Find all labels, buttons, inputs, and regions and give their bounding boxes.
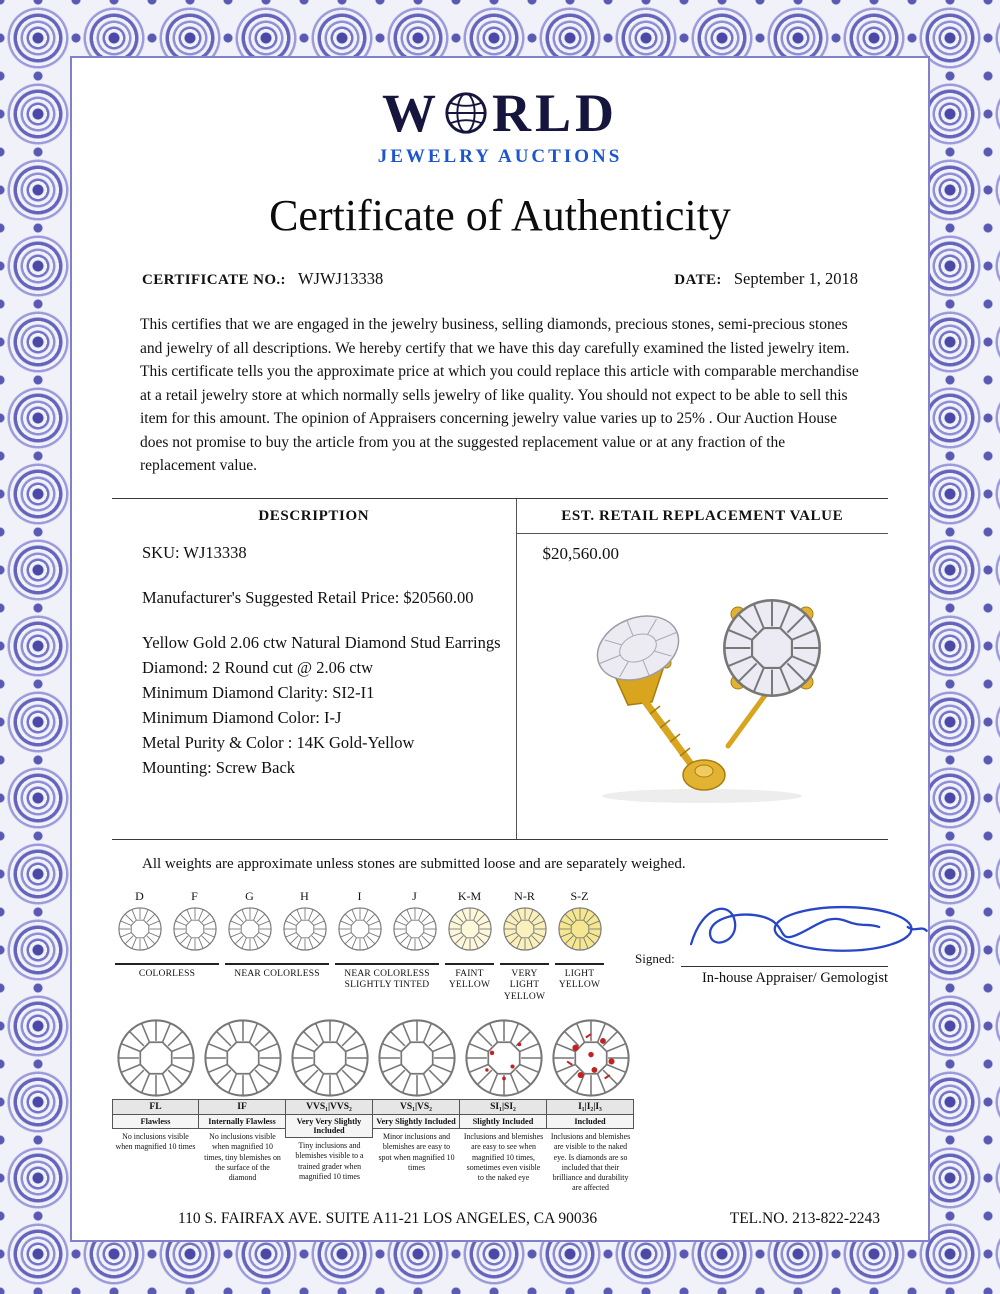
color-grade-label: G: [245, 888, 254, 903]
certificate-date: [674, 269, 858, 289]
signature-scribble: [679, 889, 935, 965]
color-group: LIGHT YELLOW: [552, 963, 607, 1003]
diamond-icon: [202, 1017, 284, 1099]
left-earring: [588, 604, 725, 790]
certificate-number-label: CERTIFICATE NO.:: [142, 272, 286, 288]
page-title: Certificate of Authenticity: [269, 191, 731, 240]
clarity-grade: IF: [198, 1099, 286, 1115]
clarity-column: [547, 1017, 634, 1194]
description-line: Metal Purity & Color : 14K Gold-Yellow: [142, 733, 415, 753]
retail-value: $20,560.00: [542, 543, 620, 563]
color-grade-letters: [112, 889, 607, 904]
footer-address: 110 S. FAIRFAX AVE. SUITE A11-21 LOS ANGELES, CA 90036: [178, 1210, 598, 1227]
value-header: EST. RETAIL REPLACEMENT VALUE: [517, 499, 888, 534]
diamond-icon: [289, 1017, 371, 1099]
description-body: [112, 533, 516, 792]
clarity-name: Slightly Included: [459, 1115, 547, 1129]
description-line: Yellow Gold 2.06 ctw Natural Diamond Stud Earrings: [142, 633, 501, 653]
certificate-number: [142, 269, 383, 289]
diamond-clarity-chart: [112, 1017, 636, 1194]
clarity-desc: Inclusions and blemishes are easy to see when magnified 10 times, sometimes even visible to the naked eye: [463, 1132, 544, 1183]
logo-word-end: RLD: [491, 83, 618, 143]
clarity-grade: FL: [112, 1099, 199, 1115]
diamond-icon: [172, 906, 218, 952]
diamond-icon: [282, 906, 328, 952]
color-grade-label: N-R: [514, 888, 535, 903]
diamond-icon: [463, 1017, 545, 1099]
description-line: Minimum Diamond Color: I-J: [142, 708, 342, 728]
certificate-number-value: WJWJ13338: [297, 269, 384, 288]
certification-paragraph: This certifies that we are engaged in the jewelry business, selling diamonds, precious stones, semi-precious stones and jewelry of all descriptions. We hereby certify that we have this day carefully examined the listed jewelry item. This certificate tells you the approximate price at which you could replace this article with comparable merchandise at a retail jewelry store at which normally sells jewelry of like quality. You should not expect to be able to sell this item for this amount. The opinion of Appraisers concerning jewelry value varies up to 25% . Our Auction House does not promise to buy the article from you at the suggested replacement value or at any fraction of the replacement value.: [140, 316, 859, 475]
logo-subtitle: JEWELRY AUCTIONS: [377, 146, 623, 167]
signed-label: Signed:: [635, 950, 675, 966]
logo-word-start: W: [381, 83, 440, 143]
sku-line: SKU: WJ13338: [142, 542, 247, 562]
description-line: Mounting: Screw Back: [142, 758, 296, 778]
color-group: VERY LIGHT YELLOW: [497, 963, 552, 1003]
charts-row: [112, 889, 888, 1003]
color-grade-diamonds: [112, 904, 607, 957]
clarity-column: [373, 1017, 460, 1194]
globe-icon: [443, 90, 489, 136]
diamond-icon: [117, 906, 163, 952]
clarity-name: Very Slightly Included: [372, 1115, 460, 1129]
clarity-grade: VS₁|VS₂: [372, 1099, 460, 1115]
description-header: DESCRIPTION: [258, 507, 370, 524]
color-grade-label: F: [191, 888, 198, 903]
msrp-line: Manufacturer's Suggested Retail Price: $20560.00: [142, 587, 474, 607]
clarity-name: Very Very Slightly Included: [285, 1115, 373, 1138]
description-column: [112, 499, 516, 839]
earrings-illustration: [552, 578, 852, 806]
certificate-meta-row: [142, 269, 858, 289]
diamond-icon: [557, 906, 603, 952]
date-label: DATE:: [674, 272, 722, 288]
diamond-icon: [502, 906, 548, 952]
value-column: [516, 499, 888, 839]
date-value: September 1, 2018: [733, 269, 858, 288]
diamond-color-chart: [112, 889, 607, 1003]
color-grade-label: K-M: [457, 888, 482, 903]
diamond-icon: [227, 906, 273, 952]
certificate: [70, 56, 930, 1242]
description-line: Diamond: 2 Round cut @ 2.06 ctw: [142, 658, 374, 678]
clarity-column: [199, 1017, 286, 1194]
color-group: NEAR COLORLESS: [222, 963, 332, 1003]
color-grade-label: H: [300, 888, 309, 903]
color-grade-label: D: [135, 888, 144, 903]
footer-telephone: TEL.NO. 213-822-2243: [729, 1210, 880, 1227]
clarity-desc: No inclusions visible when magnified 10 times: [115, 1132, 196, 1152]
color-grade-label: I: [357, 888, 362, 903]
earrings-image: [517, 578, 888, 811]
clarity-desc: Tiny inclusions and blemishes visible to a trained grader when magnified 10 times: [295, 1141, 364, 1181]
diamond-icon: [337, 906, 383, 952]
clarity-column: [112, 1017, 199, 1194]
clarity-name: Flawless: [112, 1115, 199, 1129]
color-group: FAINT YELLOW: [442, 963, 497, 1003]
signer-title: In-house Appraiser/ Gemologist: [701, 969, 888, 986]
logo: [112, 82, 888, 168]
clarity-desc: Inclusions and blemishes are visible to the naked eye. Is diamonds are so included that their brilliance and durability are affected: [550, 1132, 631, 1193]
clarity-column: [286, 1017, 373, 1194]
color-group-labels: [112, 963, 607, 1003]
diamond-icon: [376, 1017, 458, 1099]
right-earring: [725, 600, 820, 746]
clarity-desc: Minor inclusions and blemishes are easy to spot when magnified 10 times: [378, 1132, 455, 1172]
description-line: Minimum Diamond Clarity: SI2-I1: [142, 683, 375, 703]
color-group: NEAR COLORLESS SLIGHTLY TINTED: [332, 963, 442, 1003]
clarity-grade: I₁|I₂|I₃: [546, 1099, 634, 1115]
diamond-icon: [115, 1017, 197, 1099]
diamond-icon: [447, 906, 493, 952]
diamond-icon: [392, 906, 438, 952]
color-group: COLORLESS: [112, 963, 222, 1003]
clarity-grade: SI₁|SI₂: [459, 1099, 547, 1115]
signature-block: [635, 889, 888, 987]
color-grade-label: J: [412, 888, 417, 903]
clarity-desc: No inclusions visible when magnified 10 times, tiny blemishes on the surface of the diamond: [204, 1132, 281, 1183]
diamond-icon: [550, 1017, 632, 1099]
clarity-column: [460, 1017, 547, 1194]
footer: [112, 1210, 888, 1228]
logo-wordmark: [112, 82, 888, 144]
clarity-grade: VVS₁|VVS₂: [285, 1099, 373, 1115]
color-grade-label: S-Z: [570, 888, 589, 903]
appraisal-table: [112, 498, 888, 840]
weights-note: All weights are approximate unless stones are submitted loose and are separately weighed.: [142, 855, 686, 872]
clarity-name: Included: [546, 1115, 634, 1129]
clarity-name: Internally Flawless: [198, 1115, 286, 1129]
